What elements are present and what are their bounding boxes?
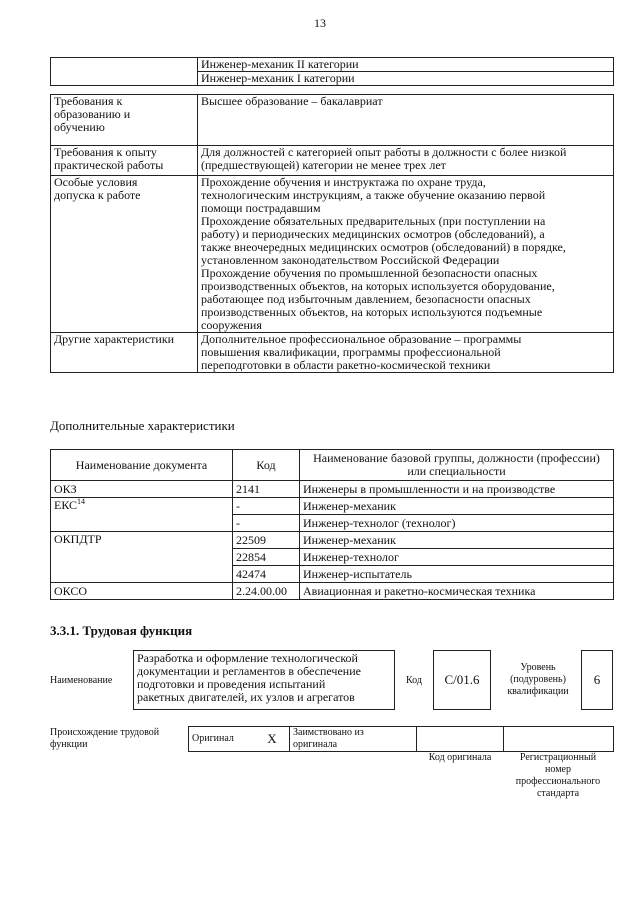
value-line: Прохождение обязательных предварительных (при поступлении на [201,214,546,228]
reg-label-line: Регистрационный [519,752,597,763]
function-title: 3.3.1. Трудовая функция [50,623,193,638]
level-label-line: квалификации [507,686,569,697]
table-row [189,727,614,752]
value-line: помощи пострадавшим [201,201,321,215]
extra-heading: Дополнительные характеристики [50,418,235,433]
table-row [51,146,614,176]
value-line: работу) и периодических медицинских осмотров (обследований), а [201,227,545,241]
name-line: Разработка и оформление технологической [137,651,358,665]
value-line: Прохождение обучения и инструктажа по охране труда, [201,175,486,189]
doc-text: ЕКС [54,498,78,512]
value-line: установленном законодательством Российской Федерации [201,253,500,267]
reg-label-line: профессионального [515,776,601,787]
header-code: Код [233,450,300,481]
table-row [51,498,614,515]
origin-label-line: функции [50,739,88,750]
header-doc: Наименование документа [51,450,233,481]
borrowed-cell [290,727,417,752]
empty-cell [51,58,198,86]
label-line: образованию и [54,107,131,121]
level-value: 6 [593,672,601,687]
function-code: C/01.6 [444,672,480,687]
table-header-row [51,450,614,481]
doc-cell: ОКПДТР [51,532,233,583]
value-line: Высшее образование – бакалавриат [201,94,383,108]
label-line: Требования к опыту [54,145,157,159]
job-title-cell [198,58,614,86]
level-box [581,650,613,710]
reg-label-line: номер [545,764,571,775]
name-cell: Инженер-технолог [300,549,614,566]
code-original-cell [417,727,504,752]
value-line: (предшествующей) категории не менее трех лет [201,158,446,172]
value-line: сооружения [201,318,262,332]
borrowed-line: оригинала [293,739,338,750]
reg-number-label [502,752,614,800]
reg-label-line: стандарта [536,788,580,799]
label-line: допуска к работе [54,188,141,202]
value-line: Для должностей с категорией опыт работы в должности с более низкой [201,145,567,159]
requirement-value [198,333,614,373]
borrowed-line: Заимствовано из [293,727,364,738]
level-label-line: (подуровень) [510,674,566,685]
name-cell: Инженер-испытатель [300,566,614,583]
name-line: документации и регламентов в обеспечение [137,664,361,678]
requirement-value [198,95,614,146]
requirements-table [50,94,614,373]
table-row [51,481,614,498]
name-label: Наименование [50,675,113,686]
table-row [51,532,614,549]
level-label [500,662,576,698]
code-cell: - [233,515,300,532]
requirement-label [51,146,198,176]
job-title: Инженер-механик II категории [198,58,613,72]
doc-cell: ОКЗ [51,481,233,498]
table-row [51,333,614,373]
requirement-label [51,176,198,333]
label-line: Другие характеристики [54,332,175,346]
value-line: переподготовки в области ракетно-космической техники [201,358,491,372]
name-line: ракетных двигателей, их узлов и агрегатов [137,690,355,704]
name-cell: Авиационная и ракетно-космическая техника [300,583,614,600]
code-cell: - [233,498,300,515]
name-cell: Инженер-технолог (технолог) [300,515,614,532]
name-cell: Инженер-механик [300,532,614,549]
code-cell: 22854 [233,549,300,566]
label-line: обучению [54,120,105,134]
name-cell: Инженеры в промышленности и на производстве [300,481,614,498]
header-name: Наименование базовой группы, должности (профессии) или специальности [300,450,614,481]
code-cell: 42474 [233,566,300,583]
function-code-box [433,650,491,710]
table-row [51,95,614,146]
name-cell: Инженер-механик [300,498,614,515]
value-line: также внеочередных медицинских осмотров (обследований) в порядке, [201,240,566,254]
footnote-ref: 14 [77,497,86,506]
name-line: подготовки и проведения испытаний [137,677,326,691]
function-name-box [133,650,395,710]
requirement-value [198,146,614,176]
requirement-value [198,176,614,333]
value-line: повышения квалификации, программы профессиональной [201,345,501,359]
origin-table [188,726,614,752]
requirement-label [51,333,198,373]
doc-cell: ОКСО [51,583,233,600]
value-line: Прохождение обучения по промышленной безопасности опасных [201,266,538,280]
table-row [51,583,614,600]
value-line: работающее под избыточным давлением, безопасности опасных [201,292,531,306]
code-cell: 2141 [233,481,300,498]
code-label: Код [406,675,422,686]
job-titles-table [50,57,614,86]
origin-label [50,727,159,751]
table-row [51,58,614,86]
level-label-line: Уровень [520,662,556,673]
extra-characteristics-table [50,449,614,600]
value-line: производственных объектов, на которых используются подъемные [201,305,543,319]
label-line: практической работы [54,158,164,172]
value-line: производственных объектов, на которых используется оборудование, [201,279,555,293]
reg-number-cell [504,727,614,752]
requirement-label [51,95,198,146]
code-cell: 22509 [233,532,300,549]
code-original-label: Код оригинала [428,752,492,763]
label-line: Особые условия [54,175,138,189]
doc-cell [51,498,233,532]
page-number: 13 [314,16,326,30]
origin-label-line: Происхождение трудовой [50,727,160,738]
original-cell: Оригинал [189,727,256,752]
code-cell: 2.24.00.00 [233,583,300,600]
job-title: Инженер-механик I категории [201,71,355,85]
label-line: Требования к [54,94,123,108]
table-row [51,176,614,333]
value-line: технологическим инструкциям, а также обучение оказанию первой [201,188,546,202]
value-line: Дополнительное профессиональное образование – программы [201,332,522,346]
original-mark: X [255,727,290,752]
